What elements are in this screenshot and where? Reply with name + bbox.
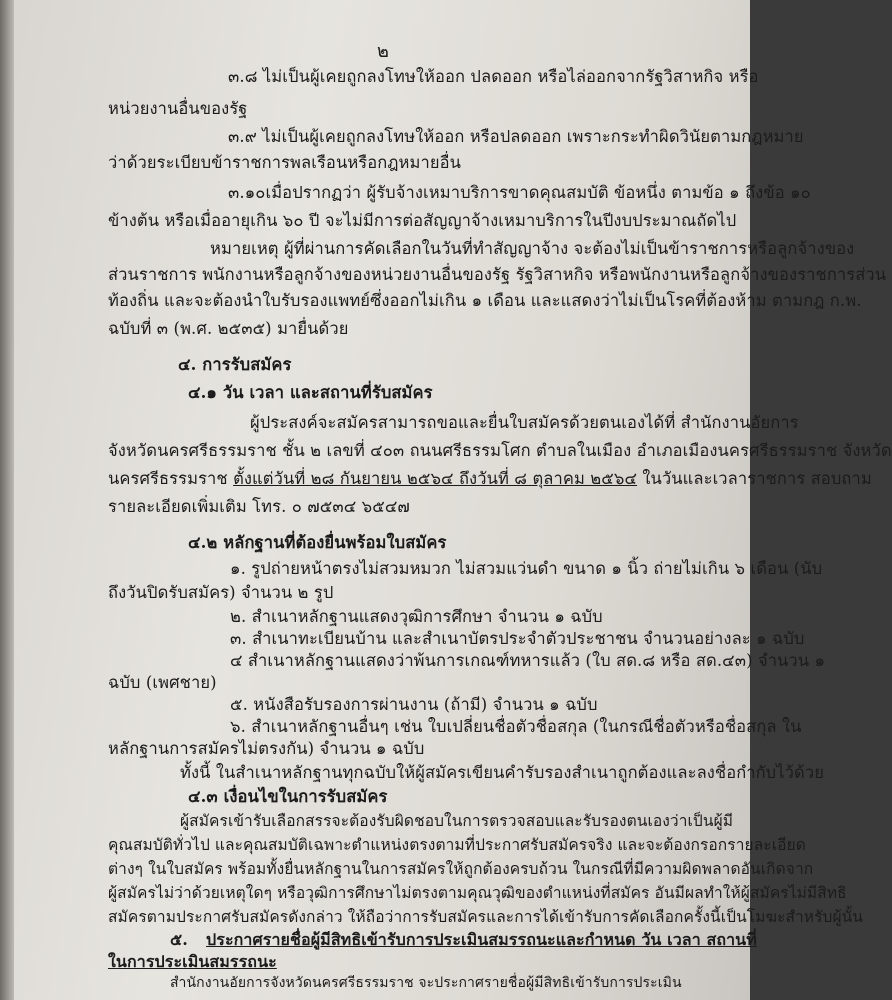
conditions-line-1: ผู้สมัครเข้ารับเลือกสรรจะต้องรับผิดชอบในการตรวจสอบและรับรองตนเองว่าเป็นผู้มี bbox=[180, 812, 734, 830]
section-4-heading: ๔. การรับสมัคร bbox=[178, 355, 292, 374]
conditions-line-3: ต่างๆ ในใบสมัคร พร้อมทั้งยื่นหลักฐานในการสมัครให้ถูกต้องครบถ้วน ในกรณีที่มีความผิดพลาดอันเกิดจาก bbox=[108, 860, 814, 878]
section-4-1-line-1: ผู้ประสงค์จะสมัครสามารถขอและยื่นใบสมัครด้วยตนเองได้ที่ สำนักงานอัยการ bbox=[250, 413, 799, 432]
section-4-1-line-2: จังหวัดนครศรีธรรมราช ชั้น ๒ เลขที่ ๔๐๓ ถนนศรีธรรมโศก ตำบลในเมือง อำเภอเมืองนครศรีธรรมราช จังหวัด bbox=[108, 441, 892, 460]
doc-item-6: ๖. สำเนาหลักฐานอื่นๆ เช่น ใบเปลี่ยนชื่อตัวชื่อสกุล (ในกรณีชื่อตัวหรือชื่อสกุล ใน bbox=[230, 717, 802, 736]
clause-3-10-cont: ข้างต้น หรือเมื่ออายุเกิน ๖๐ ปี จะไม่มีการต่อสัญญาจ้างเหมาบริการในปีงบประมาณถัดไป bbox=[108, 211, 737, 230]
section-4-2-heading: ๔.๒ หลักฐานที่ต้องยื่นพร้อมใบสมัคร bbox=[188, 533, 447, 552]
office-hours-text: ในวันและเวลาราชการ สอบถาม bbox=[637, 469, 872, 488]
conditions-line-5: สมัครตามประกาศรับสมัครดังกล่าว ให้ถือว่าการรับสมัครและการได้เข้ารับการคัดเลือกครั้งนี้เป็นโมฆะสำหรับผู้นั้น bbox=[108, 908, 864, 926]
section-4-3-heading: ๔.๓ เงื่อนไขในการรับสมัคร bbox=[188, 787, 388, 806]
remark-line-1: หมายเหตุ ผู้ที่ผ่านการคัดเลือกในวันที่ทำสัญญาจ้าง จะต้องไม่เป็นข้าราชการหรือลูกจ้างของ bbox=[210, 239, 855, 258]
remark-line-4: ฉบับที่ ๓ (พ.ศ. ๒๕๓๕) มายื่นด้วย bbox=[108, 319, 349, 338]
clause-3-10: ๓.๑๐เมื่อปรากฏว่า ผู้รับจ้างเหมาบริการขาดคุณสมบัติ ข้อหนึ่ง ตามข้อ ๑ ถึงข้อ ๑๐ bbox=[228, 183, 811, 202]
clause-3-8-cont: หน่วยงานอื่นของรัฐ bbox=[108, 99, 248, 118]
clause-3-8: ๓.๘ ไม่เป็นผู้เคยถูกลงโทษให้ออก ปลดออก หรือไล่ออกจากรัฐวิสาหกิจ หรือ bbox=[228, 67, 759, 86]
clause-3-9: ๓.๙ ไม่เป็นผู้เคยถูกลงโทษให้ออก หรือปลดออก เพราะกระทำผิดวินัยตามกฎหมาย bbox=[228, 127, 804, 146]
clause-3-9-cont: ว่าด้วยระเบียบข้าราชการพลเรือนหรือกฎหมายอื่น bbox=[108, 153, 462, 172]
section-4-1-line-4: รายละเอียดเพิ่มเติม โทร. ๐ ๗๕๓๔ ๖๕๔๗ bbox=[108, 497, 410, 516]
section-5-number: ๕. bbox=[170, 930, 188, 949]
remark-line-3: ท้องถิ่น และจะต้องนำใบรับรองแพทย์ซึ่งออกไม่เกิน ๑ เดือน และแสดงว่าไม่เป็นโรคที่ต้องห้าม ตามกฎ ก.พ. bbox=[108, 291, 862, 310]
doc-item-3: ๓. สำเนาทะเบียนบ้าน และสำเนาบัตรประจำตัวประชาชน จำนวนอย่างละ ๑ ฉบับ bbox=[230, 629, 805, 648]
remark-line-2: ส่วนราชการ พนักงานหรือลูกจ้างของหน่วยงานอื่นของรัฐ รัฐวิสาหกิจ หรือพนักงานหรือลูกจ้างของราชการส่วน bbox=[108, 265, 887, 284]
page-shadow-edge bbox=[0, 0, 14, 1000]
certification-note: ทั้งนี้ ในสำเนาหลักฐานทุกฉบับให้ผู้สมัครเขียนคำรับรองสำเนาถูกต้องและลงชื่อกำกับไว้ด้วย bbox=[180, 763, 824, 782]
section-5-heading: ประกาศรายชื่อผู้มีสิทธิเข้ารับการประเมินสมรรถนะและกำหนด วัน เวลา สถานที่ bbox=[206, 930, 757, 949]
application-period: ตั้งแต่วันที่ ๒๘ กันยายน ๒๕๖๔ ถึงวันที่ ๘ ตุลาคม ๒๕๖๔ bbox=[233, 469, 638, 488]
section-5-heading-cont: ในการประเมินสมรรถนะ bbox=[108, 952, 277, 971]
section-4-1-line-3 bbox=[108, 466, 872, 492]
doc-item-4-cont: ฉบับ (เพศชาย) bbox=[108, 673, 217, 692]
province-text: นครศรีธรรมราช bbox=[108, 469, 234, 488]
doc-item-2: ๒. สำเนาหลักฐานแสดงวุฒิการศึกษา จำนวน ๑ ฉบับ bbox=[230, 607, 603, 626]
doc-item-1: ๑. รูปถ่ายหน้าตรงไม่สวมหมวก ไม่สวมแว่นดำ ขนาด ๑ นิ้ว ถ่ายไม่เกิน ๖ เดือน (นับ bbox=[230, 559, 823, 578]
doc-item-4: ๔ สำเนาหลักฐานแสดงว่าพ้นการเกณฑ์ทหารแล้ว (ใบ สด.๘ หรือ สด.๔๓) จำนวน ๑ bbox=[230, 651, 826, 670]
doc-item-5: ๕. หนังสือรับรองการผ่านงาน (ถ้ามี) จำนวน ๑ ฉบับ bbox=[230, 695, 598, 714]
section-4-1-heading: ๔.๑ วัน เวลา และสถานที่รับสมัคร bbox=[188, 383, 433, 402]
conditions-line-2: คุณสมบัติทั่วไป และคุณสมบัติเฉพาะตำแหน่งตรงตามที่ประกาศรับสมัครจริง และจะต้องกรอกรายละเอียด bbox=[108, 836, 806, 854]
doc-item-1-cont: ถึงวันปิดรับสมัคร) จำนวน ๒ รูป bbox=[108, 583, 334, 602]
conditions-line-4: ผู้สมัครไม่ว่าด้วยเหตุใดๆ หรือวุฒิการศึกษาไม่ตรงตามคุณวุฒิของตำแหน่งที่สมัคร อันมีผลทำให้ผู้สมัครไม่มีสิทธิ bbox=[108, 884, 847, 902]
doc-item-6-cont: หลักฐานการสมัครไม่ตรงกัน) จำนวน ๑ ฉบับ bbox=[108, 739, 425, 758]
page-number: ๒ bbox=[377, 41, 389, 62]
section-5-line-1: สำนักงานอัยการจังหวัดนครศรีธรรมราช จะประกาศรายชื่อผู้มีสิทธิเข้ารับการประเมิน bbox=[170, 975, 682, 991]
